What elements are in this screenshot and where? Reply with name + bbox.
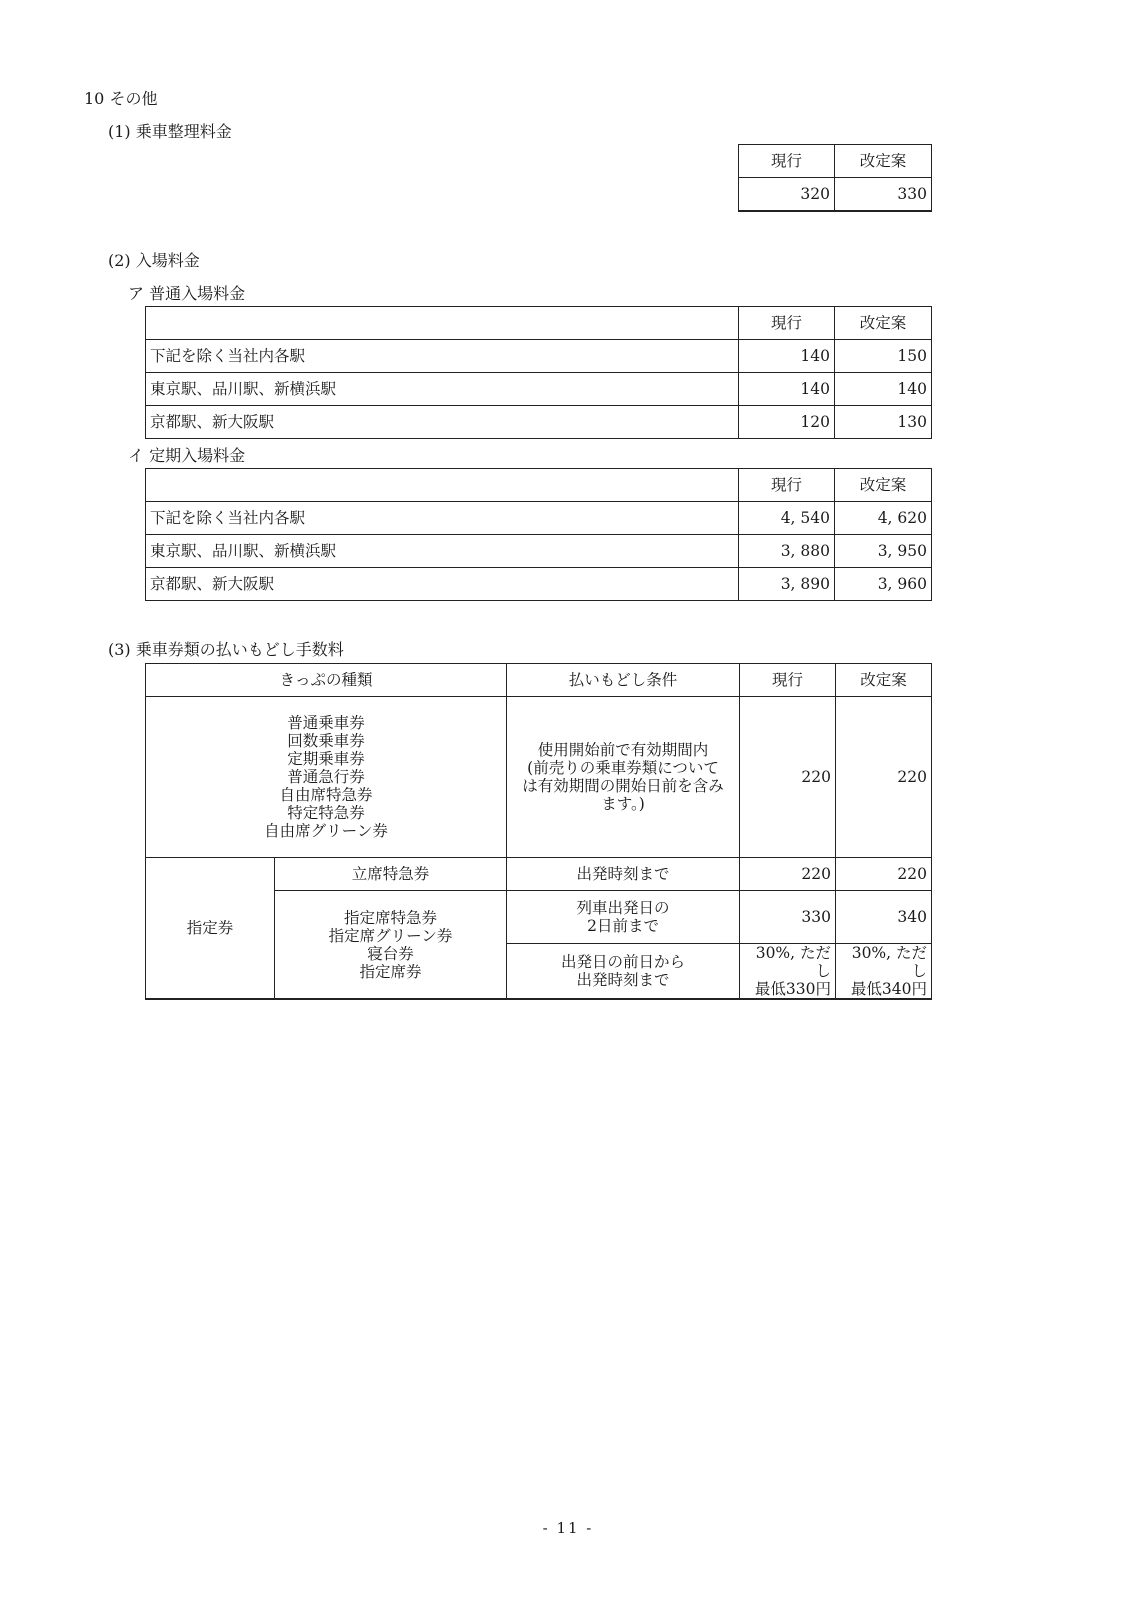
ticket-type-list bbox=[146, 697, 507, 858]
value-line: 最低330円 bbox=[754, 980, 832, 998]
station-label: 下記を除く当社内各駅 bbox=[146, 502, 739, 535]
section-title: 10 その他 bbox=[84, 89, 158, 108]
current-value: 120 bbox=[739, 406, 835, 439]
s3-header-type: きっぷの種類 bbox=[146, 664, 507, 697]
condition-line: 列車出発日の bbox=[576, 899, 670, 917]
station-label: 下記を除く当社内各駅 bbox=[146, 340, 739, 373]
s1-title: (1) 乗車整理料金 bbox=[108, 122, 232, 141]
s2b-header-blank bbox=[146, 469, 739, 502]
s2a-header-blank bbox=[146, 307, 739, 340]
s1-header-current: 現行 bbox=[739, 145, 835, 178]
table-row bbox=[146, 373, 932, 406]
proposed-value bbox=[836, 944, 932, 1000]
reserved-ticket-group: 指定券 bbox=[146, 858, 275, 1000]
current-value: 220 bbox=[740, 858, 836, 891]
s2b-header-current: 現行 bbox=[739, 469, 835, 502]
ticket-type: 定期乗車券 bbox=[287, 750, 365, 768]
s2a-title: ア 普通入場料金 bbox=[128, 284, 246, 303]
table-row bbox=[146, 697, 932, 858]
table-row bbox=[146, 340, 932, 373]
ticket-type: 自由席特急券 bbox=[279, 786, 373, 804]
condition-line: (前売りの乗車券類について bbox=[527, 759, 719, 777]
table-row bbox=[146, 858, 932, 891]
condition-line: ます。) bbox=[601, 795, 645, 813]
ticket-type: 指定席特急券 bbox=[344, 908, 438, 927]
value-line: 30%, ただし bbox=[755, 944, 832, 980]
current-value: 3, 890 bbox=[739, 568, 835, 601]
s3-header-current: 現行 bbox=[740, 664, 836, 697]
s1-proposed: 330 bbox=[835, 178, 932, 211]
ticket-type-list bbox=[275, 891, 507, 1000]
ticket-type: 普通急行券 bbox=[287, 768, 365, 786]
refund-condition bbox=[507, 891, 740, 944]
value-line: 最低340円 bbox=[850, 980, 928, 998]
current-value: 140 bbox=[739, 340, 835, 373]
proposed-value: 340 bbox=[836, 891, 932, 944]
s3-title: (3) 乗車券類の払いもどし手数料 bbox=[108, 640, 344, 659]
ticket-type: 普通乗車券 bbox=[287, 714, 365, 732]
proposed-value: 4, 620 bbox=[835, 502, 932, 535]
table-row bbox=[146, 406, 932, 439]
current-value: 4, 540 bbox=[739, 502, 835, 535]
s1-table bbox=[738, 144, 932, 212]
s3-header-condition: 払いもどし条件 bbox=[507, 664, 740, 697]
s3-header-proposed: 改定案 bbox=[836, 664, 932, 697]
condition-line: 2日前まで bbox=[587, 917, 659, 935]
s2a-table bbox=[145, 306, 932, 439]
s2-title: (2) 入場料金 bbox=[108, 251, 200, 270]
current-value: 3, 880 bbox=[739, 535, 835, 568]
current-value: 330 bbox=[740, 891, 836, 944]
proposed-value: 220 bbox=[836, 858, 932, 891]
station-label: 京都駅、新大阪駅 bbox=[146, 406, 739, 439]
table-row bbox=[146, 535, 932, 568]
s2b-table bbox=[145, 468, 932, 601]
s2a-header-proposed: 改定案 bbox=[835, 307, 932, 340]
refund-condition: 出発時刻まで bbox=[507, 858, 740, 891]
refund-condition bbox=[507, 697, 740, 858]
proposed-value: 140 bbox=[835, 373, 932, 406]
condition-line: は有効期間の開始日前を含み bbox=[522, 777, 724, 795]
table-row bbox=[146, 568, 932, 601]
s1-current: 320 bbox=[739, 178, 835, 211]
ticket-type: 特定特急券 bbox=[287, 804, 365, 822]
current-value bbox=[740, 944, 836, 1000]
station-label: 京都駅、新大阪駅 bbox=[146, 568, 739, 601]
condition-line: 出発日の前日から bbox=[561, 953, 686, 971]
proposed-value: 220 bbox=[836, 697, 932, 858]
table-row bbox=[146, 502, 932, 535]
proposed-value: 150 bbox=[835, 340, 932, 373]
page-number: - 11 - bbox=[542, 1519, 594, 1537]
proposed-value: 130 bbox=[835, 406, 932, 439]
s1-header-proposed: 改定案 bbox=[835, 145, 932, 178]
condition-line: 出発時刻まで bbox=[576, 971, 670, 989]
refund-condition bbox=[507, 944, 740, 1000]
ticket-type: 自由席グリーン券 bbox=[264, 822, 388, 840]
station-label: 東京駅、品川駅、新横浜駅 bbox=[146, 373, 739, 406]
s2b-title: イ 定期入場料金 bbox=[128, 446, 246, 465]
ticket-type: 指定席券 bbox=[359, 962, 422, 981]
s2b-header-proposed: 改定案 bbox=[835, 469, 932, 502]
condition-line: 使用開始前で有効期間内 bbox=[537, 741, 709, 759]
ticket-type: 寝台券 bbox=[367, 944, 414, 963]
current-value: 140 bbox=[739, 373, 835, 406]
s2a-header-current: 現行 bbox=[739, 307, 835, 340]
station-label: 東京駅、品川駅、新横浜駅 bbox=[146, 535, 739, 568]
proposed-value: 3, 950 bbox=[835, 535, 932, 568]
ticket-type: 回数乗車券 bbox=[287, 732, 365, 750]
ticket-type: 指定席グリーン券 bbox=[328, 926, 453, 945]
proposed-value: 3, 960 bbox=[835, 568, 932, 601]
value-line: 30%, ただし bbox=[851, 944, 928, 980]
ticket-type: 立席特急券 bbox=[275, 858, 507, 891]
s3-table bbox=[145, 663, 932, 1000]
current-value: 220 bbox=[740, 697, 836, 858]
